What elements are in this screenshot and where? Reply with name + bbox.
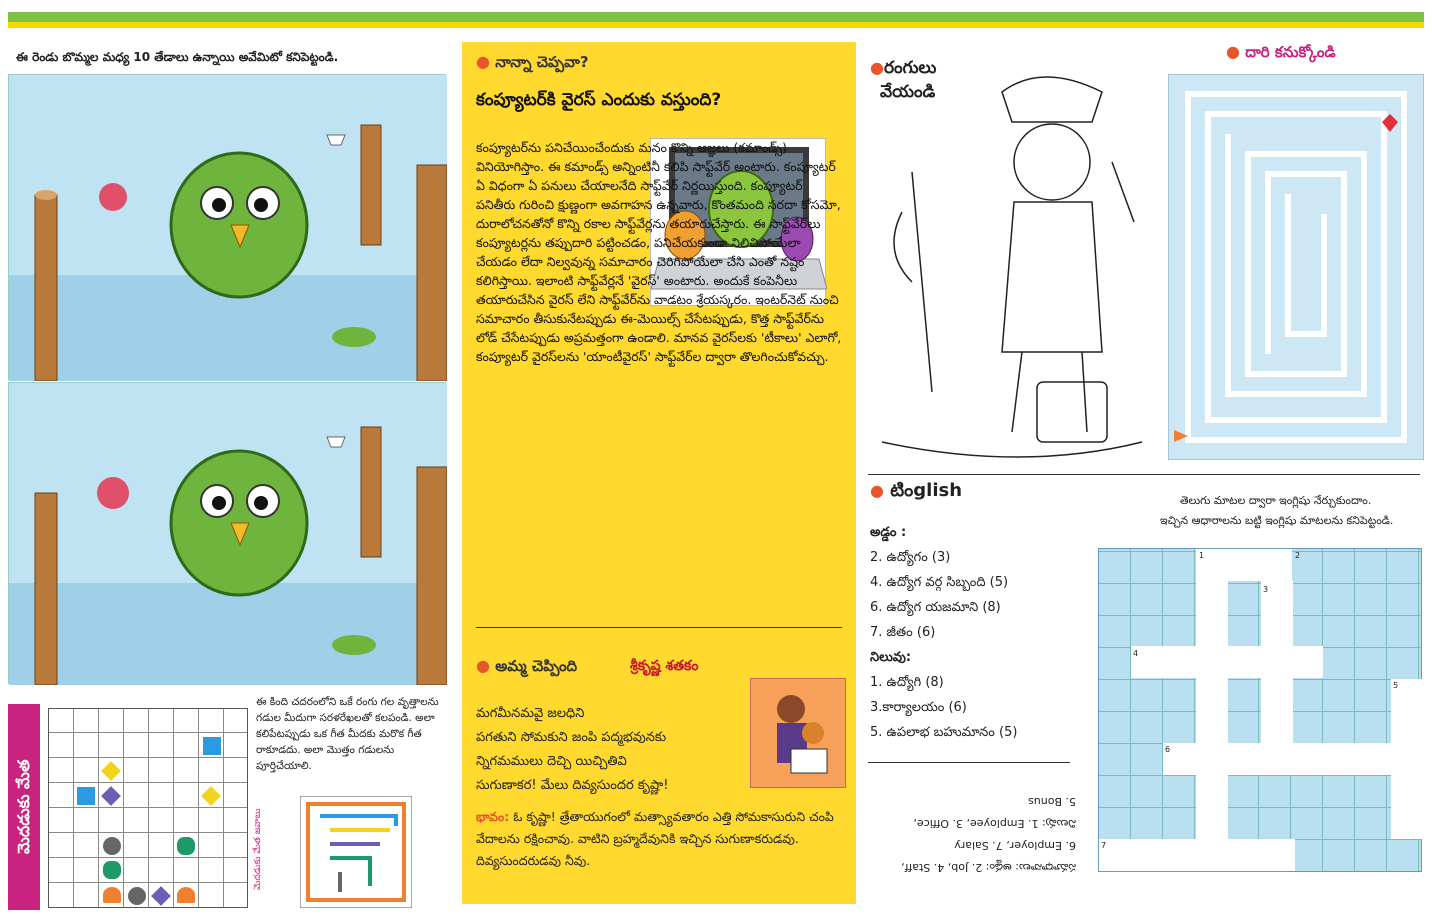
cw-number: 4 — [1133, 649, 1139, 658]
grey-circle-1 — [103, 837, 121, 855]
down-clue: 3.కార్యాలయం (6) — [870, 700, 967, 715]
middle-column — [462, 42, 856, 904]
down-label: నిలువు: — [870, 650, 912, 665]
cw-white-row7 — [1099, 839, 1295, 871]
cw-number: 1 — [1199, 551, 1205, 560]
blue-square-2 — [77, 787, 95, 805]
answers-upside-down — [866, 790, 1076, 878]
purple-diamond-2 — [151, 886, 171, 906]
parrot-illustration-top — [9, 75, 447, 381]
across-clue: 7. జీతం (6) — [870, 625, 936, 640]
nanna-section-header: ● నాన్నా చెప్పవా? — [476, 52, 589, 71]
cw-white-col1 — [1196, 549, 1228, 869]
brain-instruction: ఈ కింది చదరంలోని ఒకే రంగు గల వృత్తాలను గడుల మీదుగా సరళరేఖలతో కలపండి. అలా కలిపేటప్పుడు ఒక గీత మీదకు మరొక గీత రాకూడదు. అలా మొత్తం గడులను పూర్తిచేయాలి. — [256, 696, 439, 772]
brain-side-label: మెదడుకు మేత — [8, 704, 40, 910]
green-star-2 — [103, 861, 121, 879]
cw-number: 7 — [1101, 841, 1107, 850]
verse-line-3: న్నిగమములు దెచ్చి యిచ్చితివి — [476, 754, 627, 769]
down-clue: 5. ఉపలాభ బహుమానం (5) — [870, 725, 1018, 740]
across-clues — [870, 520, 1090, 745]
crossword-grid — [1098, 548, 1422, 872]
maze-puzzle — [1168, 74, 1424, 460]
verse-line-4: సుగుణాకర! మేలు దివ్యసుందర కృష్ణా! — [476, 778, 669, 793]
orange-heart-2 — [177, 887, 195, 903]
answer-line: 5. Bonus — [1028, 795, 1076, 808]
purple-diamond-1 — [101, 786, 121, 806]
mother-reading-image — [750, 678, 846, 788]
tinglish-intro-2: ఇచ్చిన ఆధారాలను బట్టి ఇంగ్లిషు మాటలను కనిపెట్టండి. — [1160, 514, 1394, 527]
verse-line-2: పగతుని సోమకుని జంపి పద్మభవునకు — [476, 730, 667, 745]
amma-section-header: ● అమ్మ చెప్పింది — [476, 656, 578, 675]
amma-verse — [476, 702, 746, 798]
blue-square-1 — [203, 737, 221, 755]
grey-circle-2 — [128, 887, 146, 905]
yellow-diamond-1 — [101, 761, 121, 781]
tinglish-intro-1: తెలుగు మాటల ద్వారా ఇంగ్లిషు నేర్చుకుందాం. — [1180, 494, 1372, 507]
diff-instruction: ఈ రెండు బొమ్మల మధ్య 10 తేడాలు ఉన్నాయి అవేమిటో కనిపెట్టండి. — [16, 50, 339, 64]
answer-line: నిలువు: 1. Employee, 3. Office, — [913, 817, 1076, 830]
meaning-text: ఓ కృష్ణా! త్రేతాయుగంలో మత్స్యావతారం ఎత్తి సోమకాసురుని చంపి వేదాలను రక్షించావు. వాటిని బ్రహ్మదేవునికి ఇచ్చిన సుగుణాకరుడవు. దివ్యసుందరుడవు నీవు. — [476, 809, 834, 868]
answer-line: సమాధానాలు: అడ్డం: 2. Job, 4. Staff, — [901, 861, 1076, 874]
diff-image-bottom — [8, 382, 446, 684]
top-yellow-band — [8, 22, 1424, 28]
cw-number: 2 — [1295, 551, 1301, 560]
cw-number: 3 — [1263, 585, 1269, 594]
cw-white-row4 — [1131, 646, 1323, 678]
across-clue: 2. ఉద్యోగం (3) — [870, 550, 951, 565]
top-green-band — [8, 12, 1424, 22]
tinglish-top-rule — [868, 474, 1420, 475]
nanna-title: కంప్యూటర్‌కి వైరస్ ఎందుకు వస్తుంది? — [476, 90, 722, 110]
brain-grid — [48, 708, 248, 908]
brain-answer-grid — [300, 796, 412, 908]
yellow-diamond-2 — [201, 786, 221, 806]
verse-line-1: మగమీనమవై జలధిని — [476, 706, 585, 721]
pirate-coloring-image — [872, 52, 1162, 472]
cw-white-row6 — [1163, 743, 1419, 775]
amma-meaning — [476, 806, 846, 872]
coloring-title-2: వేయండి — [880, 82, 936, 102]
tinglish-title: ● టింglish — [870, 480, 963, 501]
nanna-body: కంప్యూటర్‌ను పనిచేయించేందుకు మనం కొన్ని ఆజ్ఞలు (కమాండ్స్) వినియోగిస్తాం. ఈ కమాండ్స్ అన్నింటినీ కలిపి సాఫ్ట్‌వేర్ అంటారు. కంప్యూటర్ ఏ విధంగా ఏ పనులు చేయాలనేది సాఫ్ట్‌వేర్ నిర్ణయిస్తుంది. కంప్యూటర్ పనితీరు గురించి క్షుణ్ణంగా అవగాహన ఉన్నవారు, కొంతమంది సరదా కోసమో, దురాలోచనతోనో కొన్ని రకాల సాఫ్ట్‌వేర్లను తయారుచేస్తారు. ఈ సాఫ్ట్‌వేర్‌లు కంప్యూటర్లను తప్పుదారి పట్టించడం, పనిచేయకుండా నిలిచిపోయేలా చేయడం లేదా నిల్వవున్న సమాచారం చెరిగిపోయేలా చేసి ఎంతో నష్టం కలిగిస్తాయి. ఇలాంటి సాఫ్ట్‌వేర్లనే 'వైరస్' అంటారు. అందుకే కంపెనీలు తయారుచేసిన వైరస్ లేని సాఫ్ట్‌వేర్‌ను వాడటం శ్రేయస్కరం. ఇంటర్‌నెట్ నుంచి సమాచారం తీసుకునేటప్పుడు ఈ-మెయిల్స్ చేసేటప్పుడు, కొత్త సాఫ్ట్‌వేర్‌ను లోడ్ చేసేటప్పుడు అప్రమత్తంగా ఉండాలి. మానవ వైరస్‌లకు 'టీకాలు' ఎలాగో, కంప్యూటర్ వైరస్‌లను 'యాంటీవైరస్' సాఫ్ట్‌వేర్‌ల ద్వారా తొలగించుకోవచ్చు. — [476, 140, 842, 364]
coloring-header: ●రంగులు వేయండి — [870, 58, 937, 102]
orange-heart-1 — [103, 887, 121, 903]
across-clue: 6. ఉద్యోగ యజమాని (8) — [870, 600, 1001, 615]
meaning-label: భావం: — [476, 809, 510, 824]
cw-number: 6 — [1165, 745, 1171, 754]
amma-subtitle: శ్రీకృష్ణ శతకం — [630, 658, 699, 674]
coloring-title-1: రంగులు — [883, 58, 937, 78]
answers-rule — [868, 762, 1070, 763]
cw-white-col5 — [1391, 679, 1423, 839]
parrot-illustration-bottom — [9, 383, 447, 685]
green-star-1 — [177, 837, 195, 855]
maze-title: ● దారి కనుక్కోండి — [1226, 42, 1336, 61]
across-clue: 4. ఉద్యోగ వర్గ సిబ్బంది (5) — [870, 575, 1009, 590]
answer-line: 6. Employer, 7. Salary — [954, 839, 1076, 852]
brain-answer-label: మెదడుకు మేత జవాబు — [253, 808, 263, 890]
down-clue: 1. ఉద్యోగి (8) — [870, 675, 944, 690]
cw-number: 5 — [1393, 681, 1399, 690]
diff-image-top — [8, 74, 446, 380]
cw-white-row2 — [1196, 549, 1292, 581]
across-label: అడ్డం : — [870, 525, 907, 540]
mid-divider — [476, 627, 842, 628]
